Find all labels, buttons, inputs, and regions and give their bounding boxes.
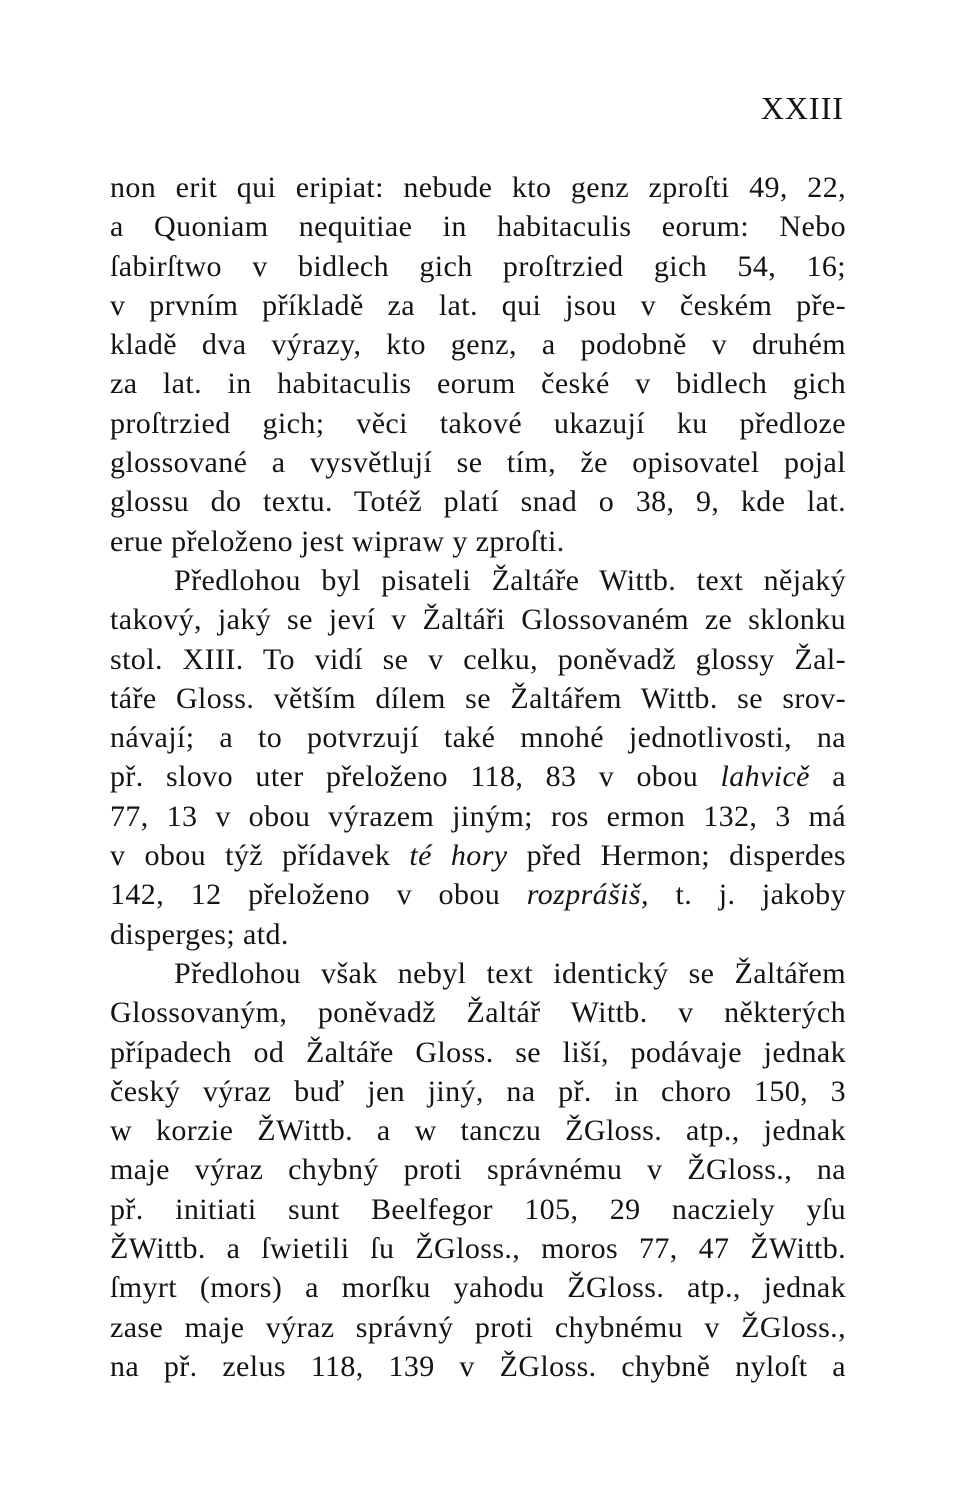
text-line: erue přeloženo jest wipraw y zproſti. [110, 524, 565, 558]
text-line: český výraz buď jen jiný, na př. in choro 150, 3 [110, 1074, 846, 1108]
text-line: návají; a to potvrzují také mnohé jednotlivosti, na [110, 721, 846, 755]
text-segment: v obou týž přídavek [110, 839, 410, 873]
text-line [110, 757, 846, 796]
text-line: disperges; atd. [110, 917, 289, 951]
text-line: ſmyrt (mors) a morſku yahodu ŽGloss. atp., jednak [110, 1271, 846, 1305]
text-line: v prvním příkladě za lat. qui jsou v českém pře- [110, 288, 846, 322]
text-line [110, 836, 846, 875]
text-line: Předlohou však nebyl text identický se Žaltářem [174, 956, 846, 990]
text-line: takový, jaký se jeví v Žaltáři Glossovaném ze sklonku [110, 603, 846, 637]
text-line: ſabirſtwo v bidlech gich proſtrzied gich 54, 16; [110, 249, 846, 283]
text-line: ŽWittb. a ſwietili ſu ŽGloss., moros 77, 47 ŽWittb. [110, 1232, 846, 1266]
page-number: XXIII [760, 90, 844, 126]
italic-term: rozprášiš, [526, 878, 649, 912]
text-line: Předlohou byl pisateli Žaltáře Wittb. text nějaký [174, 563, 846, 597]
text-segment: 142, 12 přeloženo v obou [110, 878, 527, 912]
text-line: glossu do textu. Totéž platí snad o 38, 9, kde lat. [110, 485, 846, 519]
italic-term: lahvicě [720, 760, 810, 794]
text-segment: př. slovo uter přeloženo 118, 83 v obou [110, 760, 721, 794]
text-line: kladě dva výrazy, kto genz, a podobně v druhém [110, 328, 846, 362]
text-line [110, 875, 846, 914]
body-text [110, 168, 846, 1386]
text-segment: a [809, 760, 846, 794]
text-line: non erit qui eripiat: nebude kto genz zproſti 49, 22, [110, 171, 846, 204]
text-line: na př. zelus 118, 139 v ŽGloss. chybně nyloſt a [110, 1349, 846, 1383]
text-line: za lat. in habitaculis eorum české v bidlech gich [110, 367, 846, 401]
italic-term: té hory [409, 839, 508, 873]
text-line: Glossovaným, poněvadž Žaltář Wittb. v některých [110, 996, 846, 1030]
text-line: w korzie ŽWittb. a w tanczu ŽGloss. atp., jednak [110, 1114, 846, 1148]
text-line: glossované a vysvětlují se tím, že opisovatel pojal [110, 446, 846, 480]
text-line: proſtrzied gich; věci takové ukazují ku předloze [110, 406, 846, 440]
text-line: a Quoniam nequitiae in habitaculis eorum: Nebo [110, 210, 846, 244]
text-segment: před Hermon; disperdes [507, 839, 847, 873]
text-line: př. initiati sunt Beelfegor 105, 29 nacziely yſu [110, 1192, 846, 1226]
text-line: zase maje výraz správný proti chybnému v ŽGloss., [110, 1310, 846, 1344]
text-line: maje výraz chybný proti správnému v ŽGloss., na [110, 1153, 846, 1187]
text-line: případech od Žaltáře Gloss. se liší, podávaje jednak [110, 1035, 846, 1069]
text-line: táře Gloss. větším dílem se Žaltářem Wittb. se srov- [110, 681, 846, 715]
text-segment: t. j. jakoby [648, 878, 846, 912]
text-line: 77, 13 v obou výrazem jiným; ros ermon 132, 3 má [110, 799, 846, 833]
text-line: stol. XIII. To vidí se v celku, poněvadž glossy Žal- [110, 642, 846, 676]
